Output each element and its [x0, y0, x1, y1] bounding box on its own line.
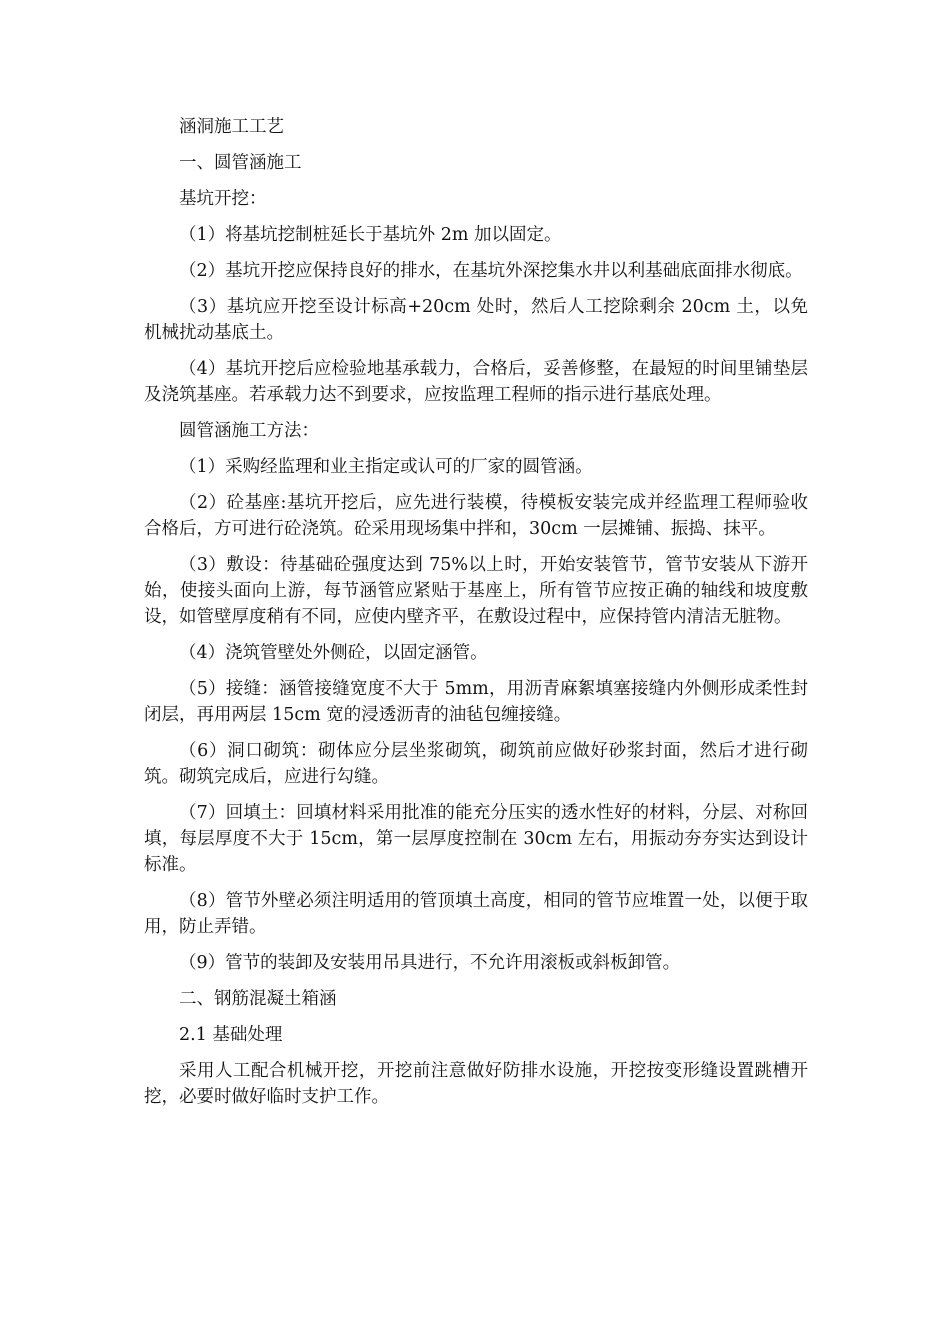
paragraph: （2）基坑开挖应保持良好的排水，在基坑外深挖集水井以利基础底面排水彻底。 [179, 261, 803, 281]
subsection-heading-method: 圆管涵施工方法： [179, 421, 319, 441]
paragraph: （4）浇筑管壁处外侧砼，以固定涵管。 [179, 643, 488, 663]
paragraph: （7）回填土：回填材料采用批准的能充分压实的透水性好的材料，分层、对称回填，每层厚度不大于 15cm，第一层厚度控制在 30cm 左右，用振动夯夯实达到设计标准。 [144, 803, 808, 875]
paragraph: （2）砼基座:基坑开挖后，应先进行装模，待模板安装完成并经监理工程师验收合格后，方可进行砼浇筑。砼采用现场集中拌和，30cm 一层摊铺、振捣、抹平。 [144, 493, 808, 539]
subsection-heading-excavation: 基坑开挖： [179, 189, 267, 209]
paragraph: （3）基坑应开挖至设计标高+20cm 处时，然后人工挖除剩余 20cm 土，以免机械扰动基底土。 [144, 297, 808, 343]
section-heading-2: 二、钢筋混凝土箱涵 [179, 989, 337, 1009]
paragraph: （1）将基坑挖制桩延长于基坑外 2m 加以固定。 [179, 225, 562, 245]
document-body [144, 114, 808, 1120]
document-title: 涵洞施工工艺 [179, 117, 284, 137]
paragraph: （3）敷设：待基础砼强度达到 75%以上时，开始安装管节，管节安装从下游开始，使接头面向上游，每节涵管应紧贴于基座上，所有管节应按正确的轴线和坡度敷设，如管壁厚度稍有不同，应使内壁齐平，在敷设过程中，应保持管内清洁无脏物。 [144, 555, 808, 627]
section-heading-1: 一、圆管涵施工 [179, 153, 302, 173]
paragraph: （4）基坑开挖后应检验地基承载力，合格后，妥善修整，在最短的时间里铺垫层及浇筑基座。若承载力达不到要求，应按监理工程师的指示进行基底处理。 [144, 359, 808, 405]
paragraph: 采用人工配合机械开挖，开挖前注意做好防排水设施，开挖按变形缝设置跳槽开挖，必要时做好临时支护工作。 [144, 1061, 808, 1107]
subsection-heading-2-1: 2.1 基础处理 [179, 1025, 283, 1045]
paragraph: （6）洞口砌筑：砌体应分层坐浆砌筑，砌筑前应做好砂浆封面，然后才进行砌筑。砌筑完成后，应进行勾缝。 [144, 741, 808, 787]
paragraph: （9）管节的装卸及安装用吊具进行，不允许用滚板或斜板卸管。 [179, 953, 681, 973]
paragraph: （8）管节外壁必须注明适用的管顶填土高度，相同的管节应堆置一处，以便于取用，防止弄错。 [144, 891, 808, 937]
paragraph: （1）采购经监理和业主指定或认可的厂家的圆管涵。 [179, 457, 593, 477]
paragraph: （5）接缝：涵管接缝宽度不大于 5mm，用沥青麻絮填塞接缝内外侧形成柔性封闭层，再用两层 15cm 宽的浸透沥青的油毡包缠接缝。 [144, 679, 808, 725]
